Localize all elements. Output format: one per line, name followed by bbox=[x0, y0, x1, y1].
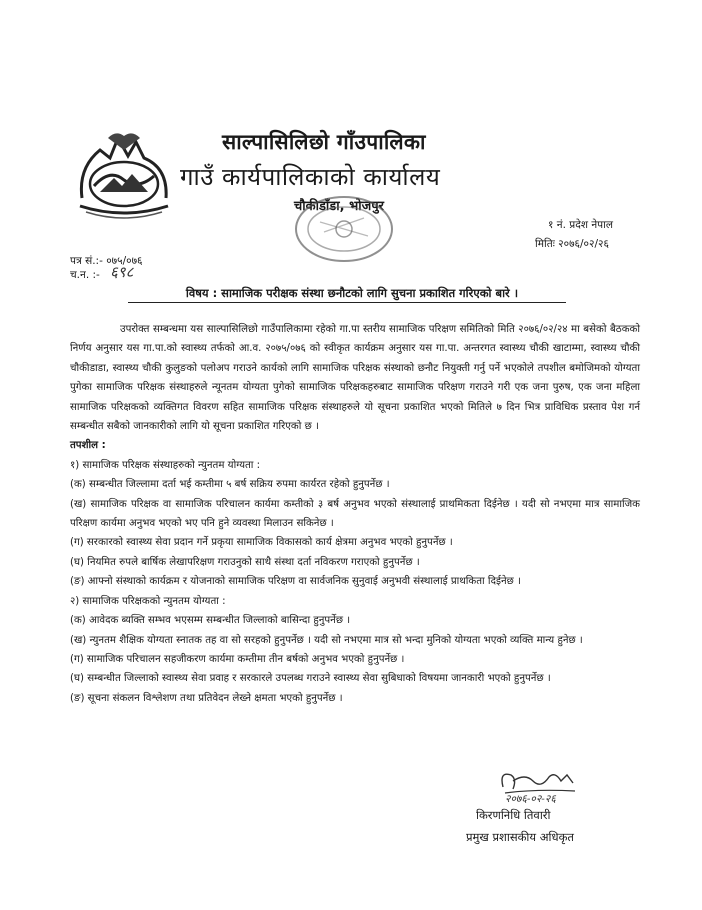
list-item: (ङ) आफ्नो संस्थाको कार्यक्रम र योजनाको सामाजिक परिक्षण वा सार्वजनिक सुनुवाई अनुभवी संस्थालाई प्राथकिता दिईनेछ । bbox=[70, 576, 521, 588]
office-stamp-icon bbox=[290, 192, 398, 266]
letter-date: मितिः २०७६/०२/२६ bbox=[535, 238, 609, 250]
signatory-name: किरणनिधि तिवारी bbox=[476, 808, 551, 822]
subject-underline bbox=[128, 302, 566, 303]
list-item: (ख) न्युनतम शैक्षिक योग्यता स्नातक तह वा सो सरहको हुनुपर्नेछ । यदी सो नभएमा मात्र सो भन्दा मुनिको योग्यता भएको व्यक्ति मान्य हुनेछ । bbox=[70, 634, 583, 646]
list-item: (ग) सामाजिक परिचालन सहजीकरण कार्यमा कम्तीमा तीन बर्षको अनुभव भएको हुनुपर्नेछ । bbox=[70, 653, 405, 665]
signature-date: २०७६-०२-२६ bbox=[505, 793, 556, 805]
dispatch-label: च.न. :- bbox=[70, 269, 100, 281]
list-item: (ख) सामाजिक परिक्षक वा सामाजिक परिचालन कार्यमा कम्तीको ३ बर्ष अनुभव भएको संस्थालाई प्राथमिकता दिईनेछ । यदी सो नभएमा मात्र सामाजिक परिक्षण कार्यमा अनुभव भएको भए पनि हुने व्यवस्था मिलाउन सकिनेछ । bbox=[70, 498, 640, 530]
dispatch-number: ६९८ bbox=[110, 263, 134, 281]
list-item: (ग) सरकारको स्वास्थ्य सेवा प्रदान गर्ने प्रकृया सामाजिक विकासको कार्य क्षेत्रमा अनुभव भएको हुनुपर्नेछ । bbox=[70, 537, 453, 549]
notice-body bbox=[70, 320, 640, 708]
intro-paragraph: उपरोक्त सम्बन्धमा यस साल्पासिलिछो गाउँपालिकामा रहेको गा.पा स्तरीय सामाजिक परिक्षण समितिको मिति २०७६/०२/२४ मा बसेको बैठकको निर्णय अनुसार यस गा.पा.को स्वास्थ्य तर्फको आ.व. २०७५/०७६ को स्वीकृत कार्यक्रम अनुसार यस गा.पा. अन्तरगत स्वास्थ्य चौकी खाटाम्मा, स्वास्थ्य चौकी चौकीडाडा, स्वास्थ्य चौकी कुलुङको पलोअप गराउने कार्यको लागि सामाजिक परिक्षक संस्थाको छनौट नियुक्ती गर्नु पर्ने भएकोले तपशील बमोजिमको योग्यता पुगेका सामाजिक परिक्षक संस्थाहरुले न्यूनतम योग्यता पुगेको सामाजिक परिक्षकहरुबाट सामाजिक परिक्षण गराउने गरी एक जना पुरुष, एक जना महिला सामाजिक परिक्षकको व्यक्तिगत विवरण सहित सामाजिक परिक्षक संस्थाहरुले यो सूचना प्रकाशित भएको मितिले ७ दिन भित्र प्राविधिक प्रस्ताव पेश गर्न सम्बन्धीत सबैको जानकारीको लागि यो सूचना प्रकाशित गरिएको छ । bbox=[70, 324, 640, 433]
list-item: (ङ) सूचना संकलन विश्लेशण तथा प्रतिवेदन लेख्ने क्षमता भएको हुनुपर्नेछ । bbox=[70, 692, 343, 704]
list-item: (घ) सम्बन्धीत जिल्लाको स्वास्थ्य सेवा प्रवाह र सरकारले उपलब्ध गराउने स्वास्थ्य सेवा सुबिधाको विषयमा जानकारी भएको हुनुपर्नेछ । bbox=[70, 673, 551, 685]
section1-title: १) सामाजिक परिक्षक संस्थाहरुको न्युनतम योग्यता : bbox=[70, 459, 261, 471]
office-title: गाउँ कार्यपालिकाको कार्यालय bbox=[180, 163, 441, 191]
list-item: (क) आवेदक ब्यक्ति सम्भव भएसम्म सम्बन्धीत जिल्लाको बासिन्दा हुनुपर्नेछ । bbox=[70, 615, 351, 627]
tapashil-heading: तपशील : bbox=[70, 440, 106, 452]
province-label: १ नं. प्रदेश नेपाल bbox=[548, 219, 613, 231]
reference-number: पत्र सं.:- ०७५/०७६ bbox=[70, 255, 143, 267]
government-emblem-icon bbox=[70, 128, 178, 220]
signatory-title: प्रमुख प्रशासकीय अधिकृत bbox=[466, 830, 574, 844]
list-item: (क) सम्बन्धीत जिल्लामा दर्ता भई कम्तीमा ५ बर्ष सक्रिय रुपमा कार्यरत रहेको हुनुपर्नेछ । bbox=[70, 479, 390, 491]
list-item: (घ) नियमित रुपले बार्षिक लेखापरिक्षण गराउनुको साथै संस्था दर्ता नविकरण गराएको हुनुपर्नेछ । bbox=[70, 556, 420, 568]
section2-title: २) सामाजिक परिक्षकको न्युनतम योग्यता : bbox=[70, 595, 226, 607]
office-location: चौकीडाँडा, भोजपुर bbox=[294, 199, 384, 214]
office-name: साल्पासिलिछो गाँउपालिका bbox=[222, 130, 426, 154]
subject-line: विषय : सामाजिक परीक्षक संस्था छनौटको लागि सुचना प्रकाशित गरिएको बारे । bbox=[185, 286, 519, 300]
